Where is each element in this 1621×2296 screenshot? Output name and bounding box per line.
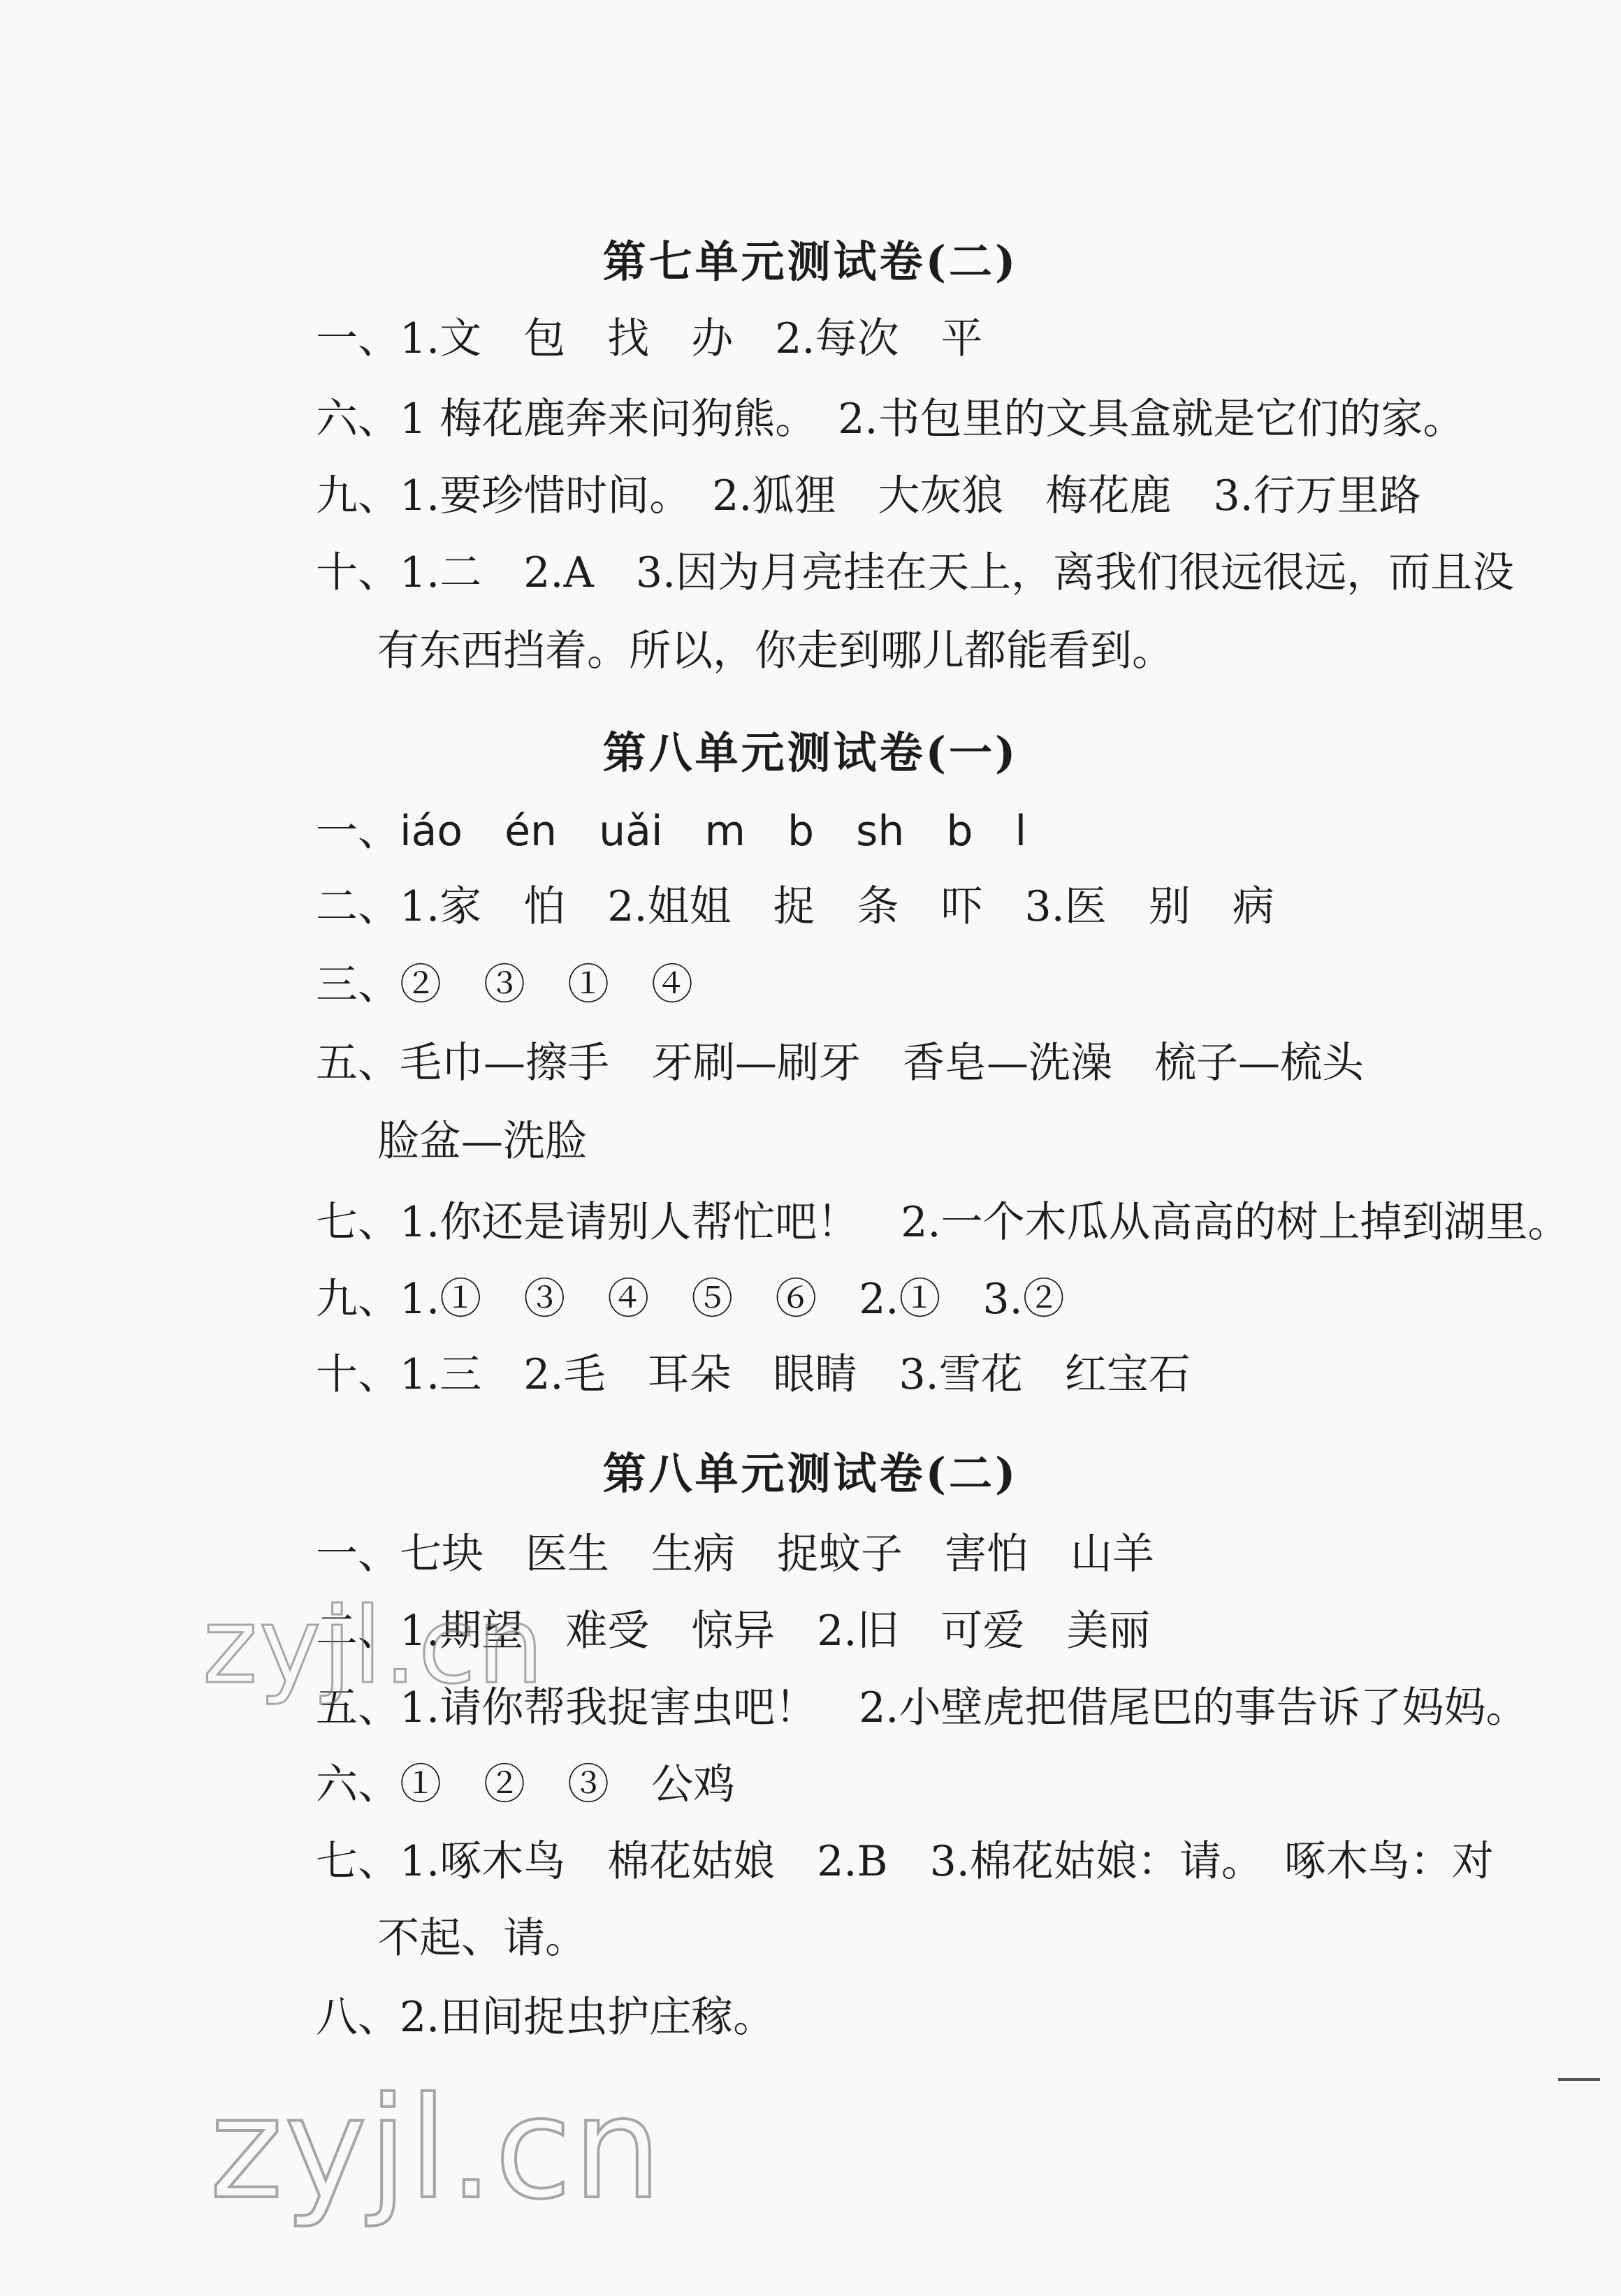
section-title-unit8-test2: 第八单元测试卷(二)	[602, 1448, 1019, 1499]
watermark-logo: zyjl.cn	[203, 1586, 546, 1707]
answer-line: 一、1.文 包 找 办 2.每次 平	[316, 314, 983, 363]
answer-line: 七、1.你还是请别人帮忙吧！ 2.一个木瓜从高高的树上掉到湖里。	[316, 1198, 1570, 1247]
answer-line: 七、1.啄木鸟 棉花姑娘 2.B 3.棉花姑娘：请。 啄木鸟：对	[316, 1837, 1494, 1886]
answer-line-continuation: 脸盆—洗脸	[377, 1117, 587, 1166]
answer-line: 八、2.田间捉虫护庄稼。	[316, 1993, 776, 2042]
answer-line: 六、1 梅花鹿奔来问狗熊。 2.书包里的文具盒就是它们的家。	[316, 395, 1465, 444]
answer-line: 一、七块 医生 生病 捉蚊子 害怕 山羊	[316, 1530, 1154, 1579]
section-title-unit8-test1: 第八单元测试卷(一)	[602, 727, 1019, 778]
watermark-logo: zyjl.cn	[210, 2068, 663, 2230]
answer-line: 二、1.家 怕 2.姐姐 捉 条 吓 3.医 别 病	[316, 882, 1274, 931]
answer-line-continuation: 不起、请。	[377, 1914, 587, 1963]
answer-line: 三、② ③ ① ④	[316, 960, 693, 1009]
page-edge-mark	[1558, 2078, 1600, 2081]
answer-line: 五、毛巾—擦手 牙刷—刷牙 香皂—洗澡 梳子—梳头	[316, 1039, 1364, 1088]
answer-line: 九、1.① ③ ④ ⑤ ⑥ 2.① 3.②	[316, 1275, 1065, 1324]
answer-line: 六、① ② ③ 公鸡	[316, 1760, 735, 1809]
answer-line: 十、1.三 2.毛 耳朵 眼睛 3.雪花 红宝石	[316, 1350, 1191, 1399]
answer-line-continuation: 有东西挡着。所以，你走到哪儿都能看到。	[377, 627, 1174, 675]
answer-line-pinyin: 一、iáo én uǎi m b sh b l	[316, 807, 1027, 856]
answer-line: 十、1.二 2.A 3.因为月亮挂在天上，离我们很远很远，而且没	[316, 548, 1515, 597]
section-title-unit7-test2: 第七单元测试卷(二)	[602, 236, 1019, 287]
answer-line: 九、1.要珍惜时间。 2.狐狸 大灰狼 梅花鹿 3.行万里路	[316, 471, 1421, 520]
answer-line: 五、1.请你帮我捉害虫吧！ 2.小壁虎把借尾巴的事告诉了妈妈。	[316, 1683, 1528, 1732]
answer-line: 二、1.期望 难受 惊异 2.旧 可爱 美丽	[316, 1607, 1151, 1655]
